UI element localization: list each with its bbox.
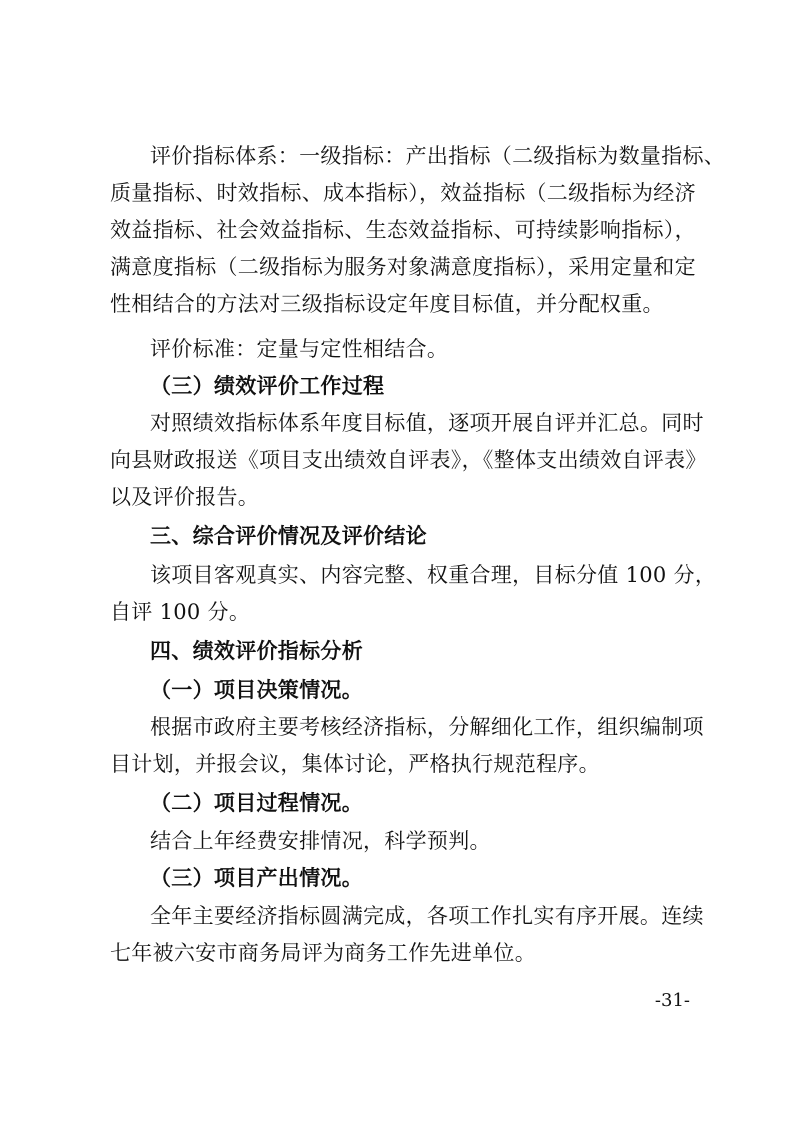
paragraph-line: 评价标准：定量与定性相结合。	[150, 337, 449, 361]
section-heading: （一）项目决策情况。	[150, 678, 363, 702]
paragraph-line: 目计划，并报会议，集体讨论，严格执行规范程序。	[110, 752, 600, 776]
paragraph-line: 自评 100 分。	[110, 600, 251, 624]
section-heading: 四、绩效评价指标分析	[150, 639, 363, 663]
paragraph-line: 质量指标、时效指标、成本指标），效益指标（二级指标为经济	[110, 181, 696, 205]
paragraph-line: 评价指标体系：一级指标：产出指标（二级指标为数量指标、	[150, 144, 726, 168]
page-number: -31-	[654, 990, 690, 1011]
section-heading: （三）项目产出情况。	[150, 866, 363, 890]
paragraph-line: 全年主要经济指标圆满完成，各项工作扎实有序开展。连续	[150, 904, 704, 928]
paragraph-line: 向县财政报送《项目支出绩效自评表》，《整体支出绩效自评表》	[110, 448, 707, 472]
paragraph-line: 满意度指标（二级指标为服务对象满意度指标），采用定量和定	[110, 255, 696, 279]
paragraph-line: 效益指标、社会效益指标、生态效益指标、可持续影响指标），	[110, 218, 696, 242]
paragraph-line: 性相结合的方法对三级指标设定年度目标值，并分配权重。	[110, 292, 664, 316]
section-heading: 三、综合评价情况及评价结论	[150, 524, 427, 548]
section-heading: （二）项目过程情况。	[150, 791, 363, 815]
paragraph-line: 该项目客观真实、内容完整、权重合理，目标分值 100 分，	[150, 563, 717, 587]
section-heading: （三）绩效评价工作过程	[150, 374, 385, 398]
paragraph-line: 七年被六安市商务局评为商务工作先进单位。	[110, 941, 536, 965]
paragraph-line: 对照绩效指标体系年度目标值，逐项开展自评并汇总。同时	[150, 411, 704, 435]
paragraph-line: 根据市政府主要考核经济指标，分解细化工作，组织编制项	[150, 715, 704, 739]
paragraph-line: 结合上年经费安排情况，科学预判。	[150, 829, 491, 853]
paragraph-line: 以及评价报告。	[110, 485, 260, 509]
